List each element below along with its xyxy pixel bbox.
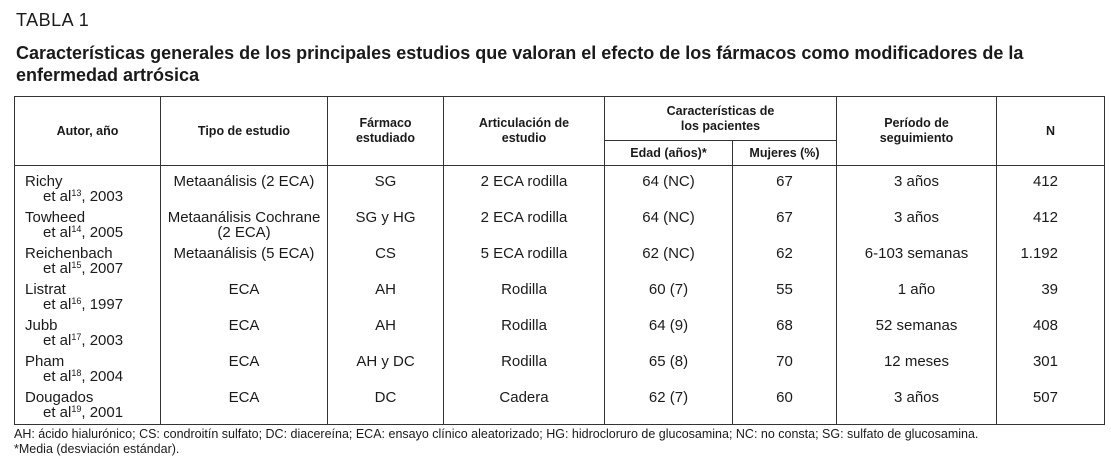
cell-drug: DC: [328, 384, 444, 424]
cell-age: 62 (NC): [605, 240, 733, 276]
cell-drug: AH: [328, 312, 444, 348]
author-etal: et al: [43, 260, 72, 277]
reference-number: 18: [71, 368, 82, 378]
cell-drug: SG: [328, 166, 444, 205]
cell-women: 60: [733, 384, 837, 424]
cell-n: 1.192: [997, 240, 1105, 276]
cell-age: 65 (8): [605, 348, 733, 384]
table-row: [15, 166, 1105, 205]
cell-n: 39: [997, 276, 1105, 312]
cell-women: 67: [733, 204, 837, 240]
header-n: N: [997, 97, 1105, 166]
author-etal: et al: [43, 332, 72, 349]
cell-n: 507: [997, 384, 1105, 424]
reference-number: 17: [71, 332, 82, 342]
author-name: Towheed: [25, 209, 86, 226]
cell-author: [15, 240, 161, 276]
cell-joint: 2 ECA rodilla: [444, 166, 605, 205]
author-name: Jubb: [25, 317, 58, 334]
cell-n: 301: [997, 348, 1105, 384]
reference-number: 19: [71, 404, 82, 414]
cell-study-type: ECA: [161, 312, 328, 348]
cell-joint: Rodilla: [444, 276, 605, 312]
cell-women: 68: [733, 312, 837, 348]
author-year: , 2005: [81, 224, 124, 241]
author-etal: et al: [43, 296, 72, 313]
author-year: , 1997: [81, 296, 124, 313]
header-study-type: Tipo de estudio: [161, 97, 328, 166]
author-name: Richy: [25, 173, 63, 190]
cell-drug: AH: [328, 276, 444, 312]
author-etal: et al: [43, 404, 72, 421]
cell-followup: 3 años: [837, 166, 997, 205]
cell-joint: 2 ECA rodilla: [444, 204, 605, 240]
table-row: [15, 240, 1105, 276]
reference-number: 13: [71, 188, 82, 198]
header-patients: Características de los pacientes: [605, 97, 837, 141]
table-row: [15, 384, 1105, 424]
cell-women: 62: [733, 240, 837, 276]
author-year: , 2001: [81, 404, 124, 421]
table-notes: [14, 427, 1108, 457]
table-row: [15, 204, 1105, 240]
cell-women: 67: [733, 166, 837, 205]
cell-age: 62 (7): [605, 384, 733, 424]
cell-drug: CS: [328, 240, 444, 276]
cell-age: 64 (9): [605, 312, 733, 348]
cell-followup: 1 año: [837, 276, 997, 312]
author-name: Dougados: [25, 389, 94, 406]
author-etal: et al: [43, 188, 72, 205]
cell-n: 412: [997, 166, 1105, 205]
reference-number: 14: [71, 224, 82, 234]
cell-author: [15, 348, 161, 384]
author-year: , 2004: [81, 368, 124, 385]
cell-joint: Rodilla: [444, 312, 605, 348]
abbreviations-note: AH: ácido hialurónico; CS: condroitín sulfato; DC: diacereína; ECA: ensayo clínico aleatorizado; HG: hidrocloruro de glucosamina; NC: no consta; SG: sulfato de glucosamina.: [14, 427, 979, 441]
cell-author: [15, 276, 161, 312]
studies-table: [14, 96, 1105, 425]
table-row: [15, 348, 1105, 384]
cell-age: 64 (NC): [605, 204, 733, 240]
author-year: , 2003: [81, 188, 124, 205]
cell-followup: 3 años: [837, 384, 997, 424]
table-row: [15, 276, 1105, 312]
cell-study-type: Metaanálisis (5 ECA): [161, 240, 328, 276]
cell-joint: Rodilla: [444, 348, 605, 384]
cell-study-type: ECA: [161, 348, 328, 384]
author-name: Reichenbach: [25, 245, 113, 262]
cell-n: 412: [997, 204, 1105, 240]
cell-age: 64 (NC): [605, 166, 733, 205]
cell-study-type: ECA: [161, 384, 328, 424]
cell-women: 70: [733, 348, 837, 384]
cell-study-type: Metaanálisis (2 ECA): [161, 166, 328, 205]
header-age: Edad (años)*: [605, 141, 733, 166]
table-label: TABLA 1: [16, 10, 90, 30]
reference-number: 15: [71, 260, 82, 270]
footnote: *Media (desviación estándar).: [14, 442, 180, 456]
author-etal: et al: [43, 224, 72, 241]
table-row: [15, 312, 1105, 348]
header-joint: Articulación de estudio: [444, 97, 605, 166]
cell-followup: 6-103 semanas: [837, 240, 997, 276]
cell-joint: 5 ECA rodilla: [444, 240, 605, 276]
cell-study-type: ECA: [161, 276, 328, 312]
table-caption: Características generales de los principales estudios que valoran el efecto de los fármacos como modificadores de la enfermedad artrósica: [16, 43, 1024, 85]
cell-followup: 12 meses: [837, 348, 997, 384]
reference-number: 16: [71, 296, 82, 306]
header-drug: Fármaco estudiado: [328, 97, 444, 166]
cell-author: [15, 204, 161, 240]
cell-joint: Cadera: [444, 384, 605, 424]
author-name: Pham: [25, 353, 65, 370]
cell-n: 408: [997, 312, 1105, 348]
cell-author: [15, 384, 161, 424]
header-women: Mujeres (%): [733, 141, 837, 166]
author-year: , 2007: [81, 260, 124, 277]
cell-author: [15, 166, 161, 205]
cell-author: [15, 312, 161, 348]
cell-followup: 52 semanas: [837, 312, 997, 348]
cell-drug: SG y HG: [328, 204, 444, 240]
cell-followup: 3 años: [837, 204, 997, 240]
author-year: , 2003: [81, 332, 124, 349]
cell-age: 60 (7): [605, 276, 733, 312]
cell-drug: AH y DC: [328, 348, 444, 384]
author-name: Listrat: [25, 281, 66, 298]
cell-women: 55: [733, 276, 837, 312]
cell-study-type: Metaanálisis Cochrane (2 ECA): [161, 204, 328, 240]
author-etal: et al: [43, 368, 72, 385]
header-followup: Período de seguimiento: [837, 97, 997, 166]
header-author: Autor, año: [15, 97, 161, 166]
